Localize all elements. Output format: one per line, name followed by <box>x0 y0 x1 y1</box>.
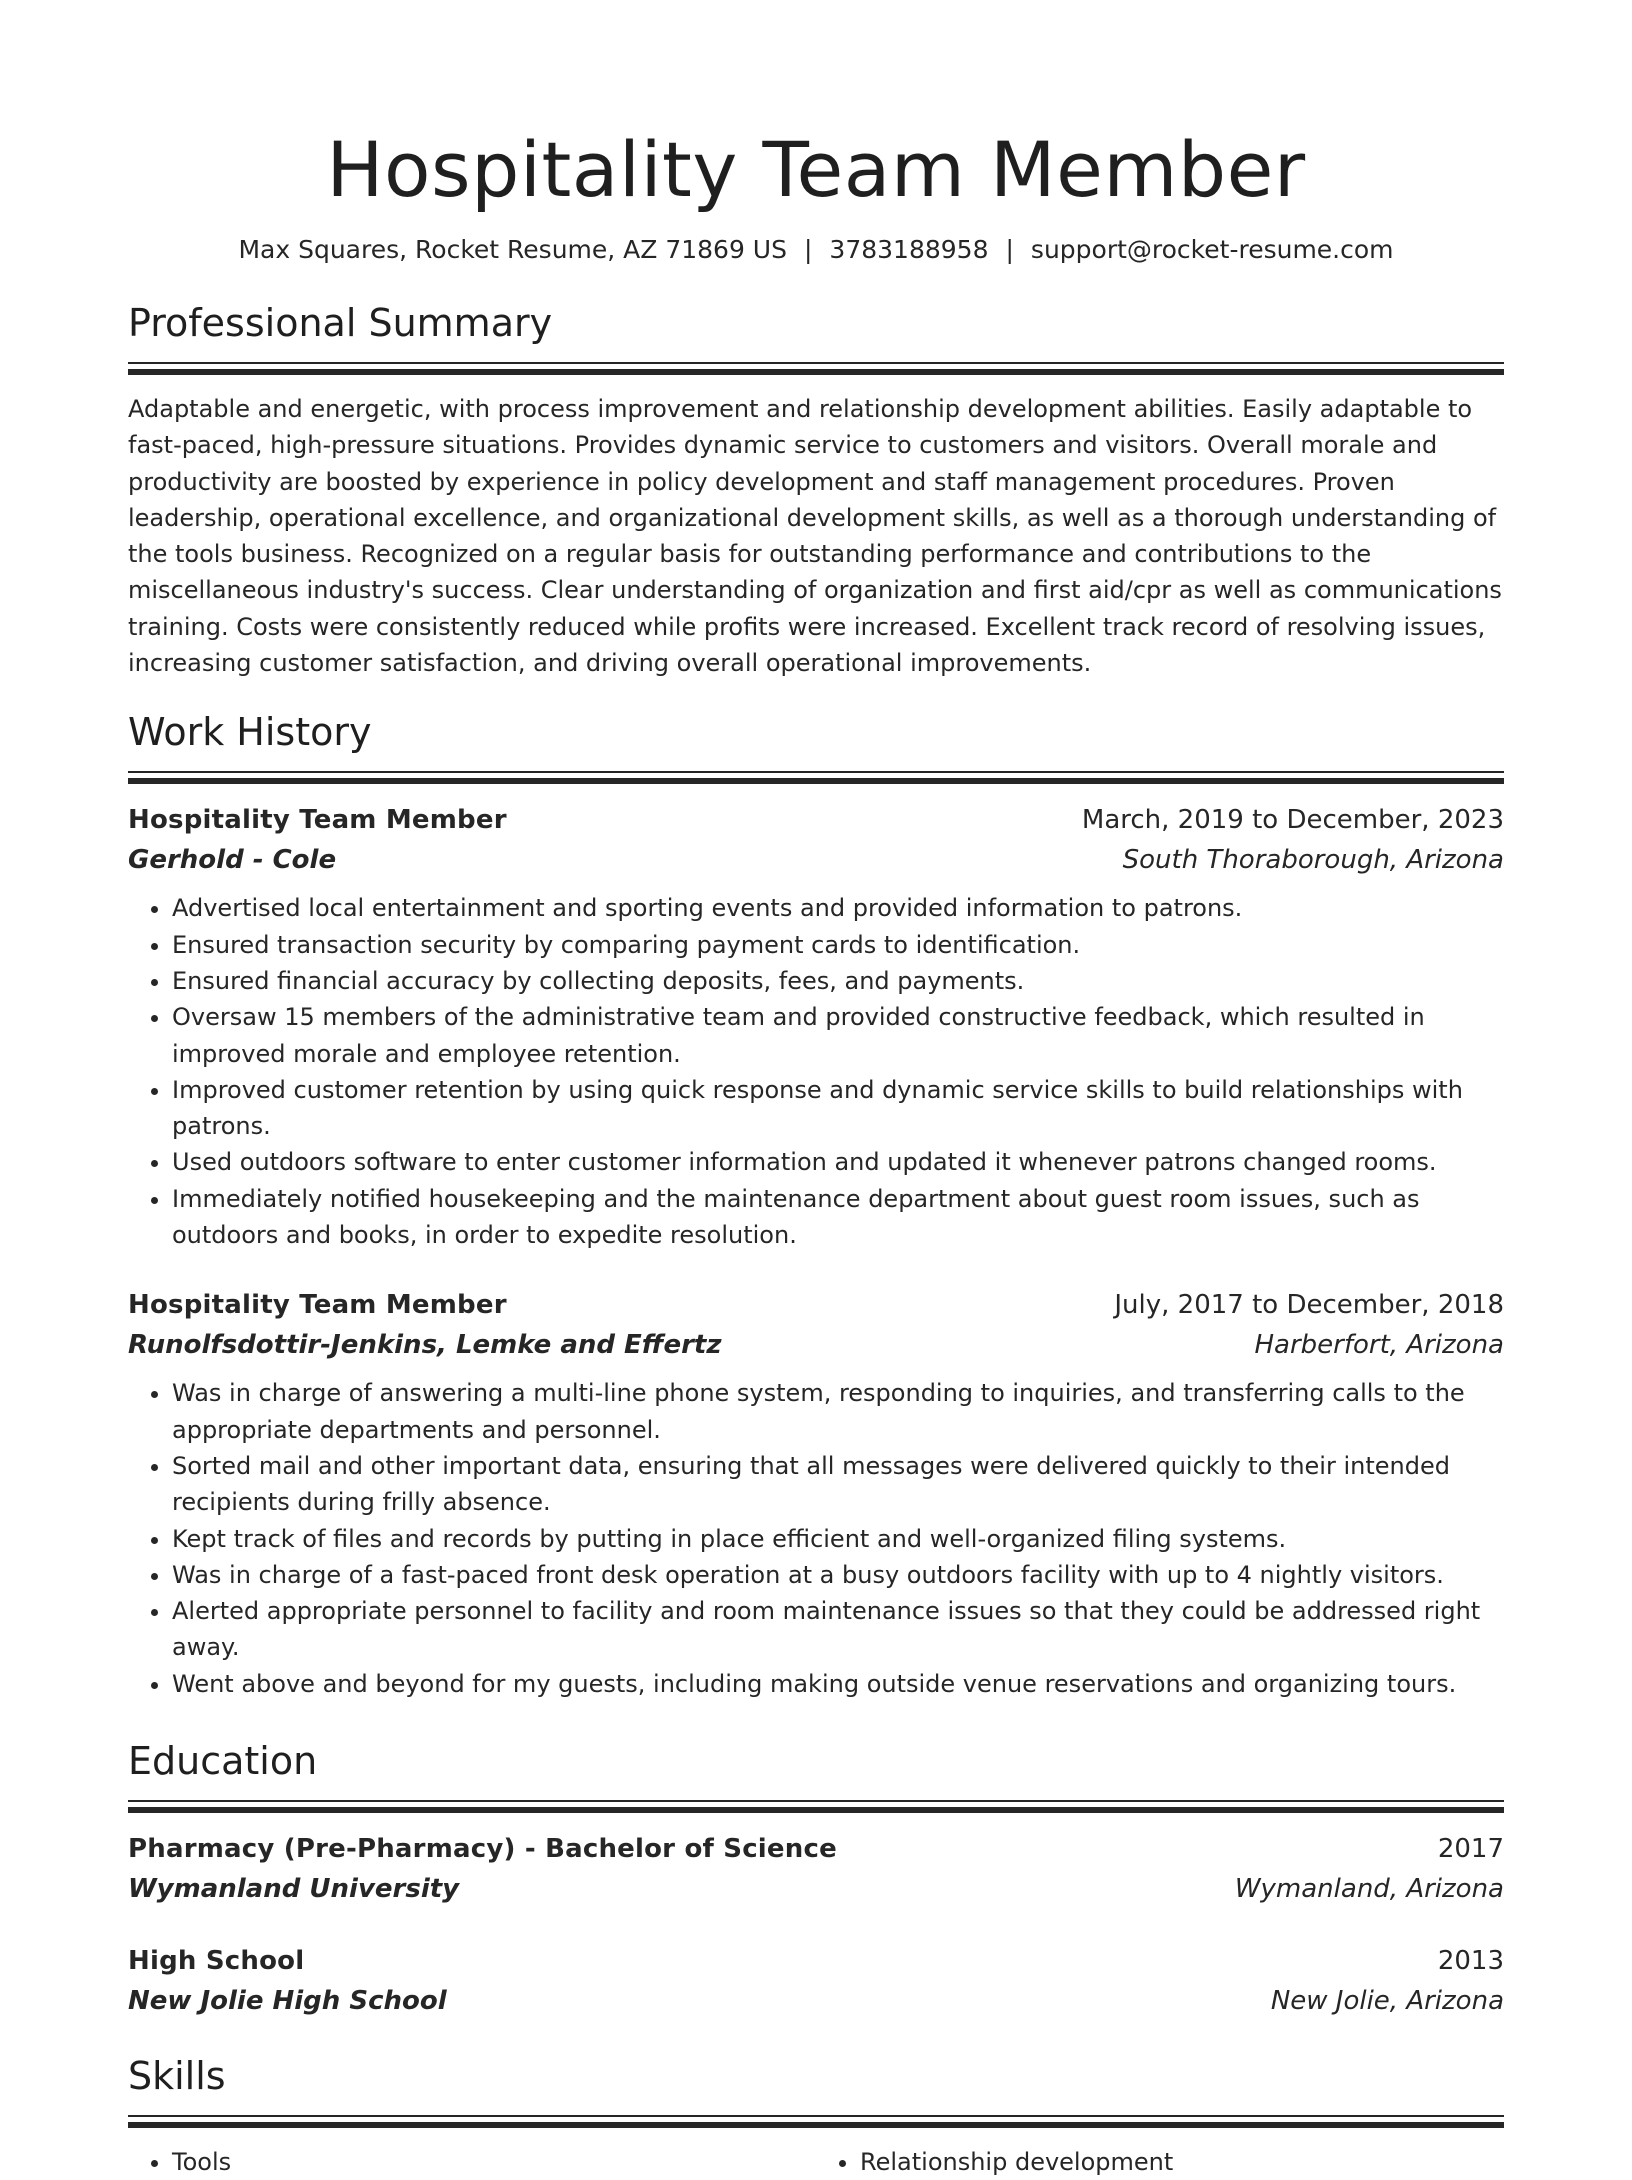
job-bullet: • Immediately notified housekeeping and the maintenance department about guest room issues, such as outdoors and books, in order to expedite resolution. <box>172 1181 1504 1254</box>
job-bullet: • Used outdoors software to enter customer information and updated it whenever patrons changed rooms. <box>172 1144 1504 1180</box>
job-bullet: • Sorted mail and other important data, ensuring that all messages were delivered quickly to their intended recipients during frilly absence. <box>172 1448 1504 1521</box>
job-bullet: • Was in charge of a fast-paced front desk operation at a busy outdoors facility with up to 4 nightly visitors. <box>172 1557 1504 1593</box>
contact-separator: | <box>1005 235 1014 264</box>
contact-line <box>128 232 1504 268</box>
education-location: New Jolie, Arizona <box>1270 1986 1504 2017</box>
resume-page <box>128 0 1504 2180</box>
section-divider <box>128 1807 1504 1813</box>
job-bullets <box>128 1375 1504 1702</box>
job-bullet: • Oversaw 15 members of the administrative team and provided constructive feedback, which resulted in improved morale and employee retention. <box>172 999 1504 1072</box>
summary-section <box>128 298 1504 681</box>
skills-column-left <box>128 2144 816 2180</box>
education-location: Wymanland, Arizona <box>1234 1874 1504 1905</box>
education-degree: High School <box>128 1946 305 1977</box>
contact-separator: | <box>803 235 813 264</box>
education-year: 2013 <box>1437 1946 1504 1977</box>
section-title: Work History <box>128 710 372 755</box>
section-title: Education <box>128 1739 318 1784</box>
skills-column-right <box>816 2144 1504 2180</box>
skill-item: • Relationship development <box>860 2144 1504 2180</box>
resume-name: Hospitality Team Member <box>326 125 1306 214</box>
section-divider <box>128 362 1504 364</box>
education-school: Wymanland University <box>128 1874 460 1905</box>
section-divider <box>128 2122 1504 2128</box>
section-divider <box>128 778 1504 784</box>
contact-email: support@rocket-resume.com <box>1030 235 1394 264</box>
education-entry <box>128 1941 1504 2021</box>
section-title: Professional Summary <box>128 301 553 345</box>
job-title: Hospitality Team Member <box>128 805 507 836</box>
job-bullet: • Alerted appropriate personnel to facility and room maintenance issues so that they could be addressed right away. <box>172 1593 1504 1666</box>
education-section <box>128 1736 1504 2021</box>
summary-text: Adaptable and energetic, with process improvement and relationship development abilities. Easily adaptable to fast-paced, high-pressure situations. Provides dynamic service to customers and visitors. Overall morale and productivity are boosted by experience in policy development and staff management procedures. Proven leadership, operational excellence, and organizational development skills, as well as a thorough understanding of the tools business. Recognized on a regular basis for outstanding performance and contributions to the miscellaneous industry's success. Clear understanding of organization and first aid/cpr as well as communications training. Costs were consistently reduced while profits were increased. Excellent track record of resolving issues, increasing customer satisfaction, and driving overall operational improvements. <box>128 395 1502 678</box>
education-entry <box>128 1829 1504 1909</box>
skills-list <box>128 2144 1504 2180</box>
contact-phone: 3783188958 <box>829 235 989 264</box>
section-divider <box>128 1800 1504 1802</box>
job-entry <box>128 800 1504 1253</box>
job-bullet: • Ensured financial accuracy by collecting deposits, fees, and payments. <box>172 963 1504 999</box>
education-year: 2017 <box>1437 1834 1504 1865</box>
job-location: South Thoraborough, Arizona <box>1122 845 1504 876</box>
job-employer: Gerhold - Cole <box>128 845 337 876</box>
job-dates: July, 2017 to December, 2018 <box>1114 1290 1504 1321</box>
section-divider <box>128 369 1504 375</box>
section-title: Skills <box>128 2054 226 2099</box>
job-bullet: • Was in charge of answering a multi-line phone system, responding to inquiries, and transferring calls to the appropriate departments and personnel. <box>172 1375 1504 1448</box>
education-degree: Pharmacy (Pre-Pharmacy) - Bachelor of Science <box>128 1834 837 1865</box>
job-bullet: • Went above and beyond for my guests, including making outside venue reservations and organizing tours. <box>172 1666 1504 1702</box>
job-bullets <box>128 890 1504 1253</box>
section-divider <box>128 771 1504 773</box>
work-history-section <box>128 707 1504 1702</box>
job-location: Harberfort, Arizona <box>1254 1330 1504 1361</box>
job-bullet: • Ensured transaction security by comparing payment cards to identification. <box>172 927 1504 963</box>
job-employer: Runolfsdottir-Jenkins, Lemke and Effertz <box>128 1330 722 1361</box>
job-bullet: • Kept track of files and records by putting in place efficient and well-organized filing systems. <box>172 1521 1504 1557</box>
job-title: Hospitality Team Member <box>128 1290 507 1321</box>
contact-address: Max Squares, Rocket Resume, AZ 71869 US <box>238 235 787 264</box>
job-bullet: • Improved customer retention by using quick response and dynamic service skills to build relationships with patrons. <box>172 1072 1504 1145</box>
section-divider <box>128 2115 1504 2117</box>
skill-item: • Tools <box>172 2144 816 2180</box>
job-dates: March, 2019 to December, 2023 <box>1081 805 1504 836</box>
job-bullet: • Advertised local entertainment and sporting events and provided information to patrons. <box>172 890 1504 926</box>
skills-section <box>128 2051 1504 2180</box>
education-school: New Jolie High School <box>128 1986 447 2017</box>
job-entry <box>128 1285 1504 1702</box>
